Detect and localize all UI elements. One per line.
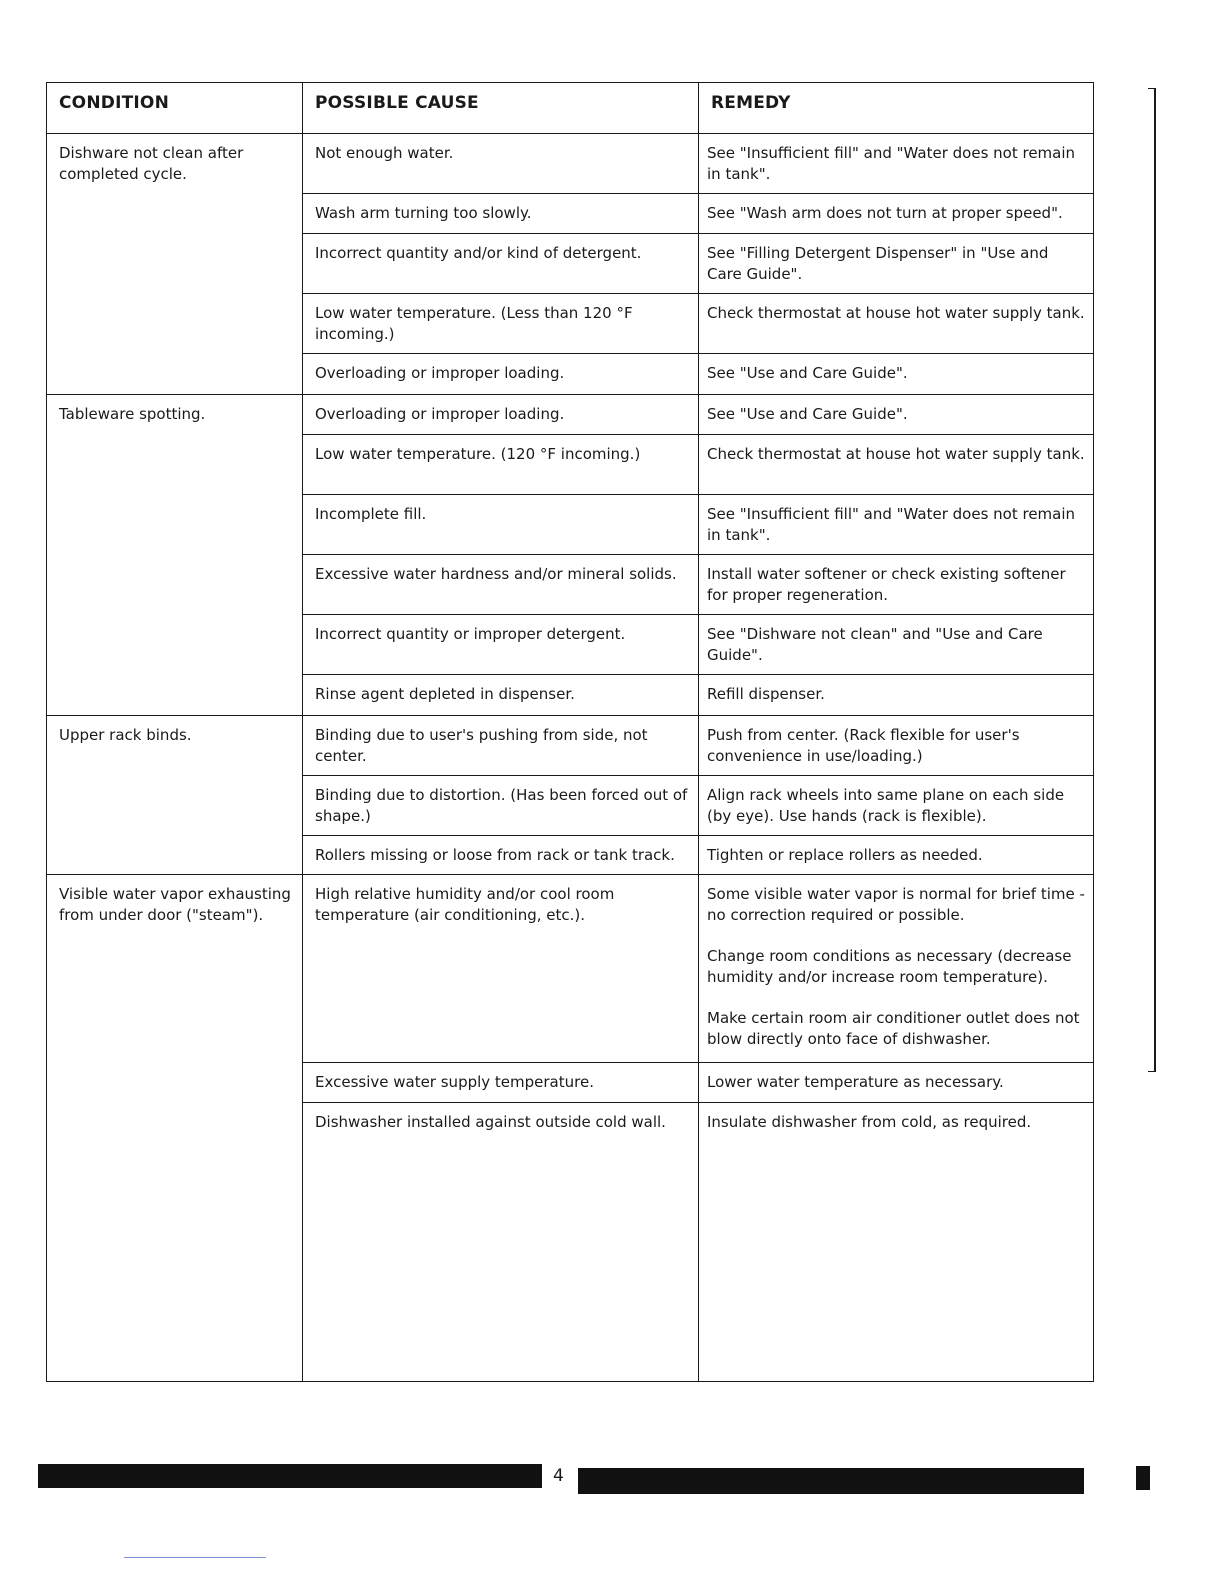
header-remedy: REMEDY bbox=[711, 93, 791, 113]
revision-bracket bbox=[1148, 88, 1156, 1072]
cause-cell: Incorrect quantity or improper detergent. bbox=[303, 615, 699, 674]
remedy-cell bbox=[699, 675, 1093, 715]
remedy-text: Push from center. (Rack flexible for user's convenience in use/loading.) bbox=[707, 726, 1020, 765]
empty-remedy-cell bbox=[699, 1143, 1093, 1381]
remedy-text: Insulate dishwasher from cold, as required. bbox=[707, 1113, 1032, 1131]
table-row bbox=[303, 294, 1093, 354]
cause-cell: Dishwasher installed against outside cold wall. bbox=[303, 1103, 699, 1143]
remedy-cell bbox=[699, 1063, 1093, 1102]
cause-cell: Not enough water. bbox=[303, 134, 699, 193]
footer-bar-left bbox=[38, 1464, 542, 1488]
remedy-cell bbox=[699, 134, 1093, 193]
table-row bbox=[303, 495, 1093, 555]
cause-cell: Rinse agent depleted in dispenser. bbox=[303, 675, 699, 715]
condition-group bbox=[47, 716, 1093, 875]
header-cause: POSSIBLE CAUSE bbox=[303, 83, 699, 133]
remedy-text: Make certain room air conditioner outlet does not blow directly onto face of dishwasher. bbox=[707, 1009, 1080, 1048]
header-condition: CONDITION bbox=[47, 83, 303, 133]
condition-cell: Tableware spotting. bbox=[47, 395, 303, 715]
condition-cell: Dishware not clean after completed cycle. bbox=[47, 134, 303, 394]
condition-group bbox=[47, 875, 1093, 1143]
cause-cell: Incomplete fill. bbox=[303, 495, 699, 554]
cause-cell: Wash arm turning too slowly. bbox=[303, 194, 699, 233]
cause-cell: High relative humidity and/or cool room temperature (air conditioning, etc.). bbox=[303, 875, 699, 1062]
remedy-cell bbox=[699, 615, 1093, 674]
troubleshooting-table bbox=[46, 82, 1094, 1382]
remedy-cell bbox=[699, 836, 1093, 874]
table-row bbox=[303, 675, 1093, 715]
table-row bbox=[303, 1063, 1093, 1103]
remedy-text: See "Use and Care Guide". bbox=[707, 405, 908, 423]
cause-cell: Excessive water hardness and/or mineral solids. bbox=[303, 555, 699, 614]
remedy-text: See "Dishware not clean" and "Use and Care Guide". bbox=[707, 625, 1043, 664]
remedy-cell bbox=[699, 495, 1093, 554]
remedy-cell bbox=[699, 395, 1093, 434]
empty-cause-cell bbox=[303, 1143, 699, 1381]
remedy-cell bbox=[699, 294, 1093, 353]
condition-cell: Upper rack binds. bbox=[47, 716, 303, 874]
remedy-cell bbox=[699, 1103, 1093, 1143]
footer-rule bbox=[124, 1557, 266, 1558]
table-header bbox=[47, 83, 1093, 134]
table-row bbox=[303, 354, 1093, 394]
remedy-cell bbox=[699, 194, 1093, 233]
table-row bbox=[303, 716, 1093, 776]
remedy-text: Check thermostat at house hot water supply tank. bbox=[707, 445, 1085, 463]
remedy-text: See "Insufficient fill" and "Water does not remain in tank". bbox=[707, 505, 1076, 544]
remedy-text: See "Wash arm does not turn at proper speed". bbox=[707, 204, 1063, 222]
cause-cell: Low water temperature. (Less than 120 °F incoming.) bbox=[303, 294, 699, 353]
table-row bbox=[303, 555, 1093, 615]
cause-cell: Binding due to user's pushing from side, not center. bbox=[303, 716, 699, 775]
footer-marker bbox=[1136, 1466, 1150, 1490]
remedy-cell bbox=[699, 875, 1093, 1062]
table-row bbox=[303, 836, 1093, 874]
remedy-cell bbox=[699, 354, 1093, 394]
remedy-cell bbox=[699, 776, 1093, 835]
cause-cell: Rollers missing or loose from rack or tank track. bbox=[303, 836, 699, 874]
remedy-cell bbox=[699, 555, 1093, 614]
remedy-text: Some visible water vapor is normal for brief time - no correction required or possible. bbox=[707, 885, 1085, 924]
remedy-cell bbox=[699, 234, 1093, 293]
cause-cell: Overloading or improper loading. bbox=[303, 395, 699, 434]
page-number: 4 bbox=[553, 1466, 564, 1486]
table-row bbox=[303, 1103, 1093, 1143]
remedy-text: See "Use and Care Guide". bbox=[707, 364, 908, 382]
table-row bbox=[303, 615, 1093, 675]
cause-cell: Binding due to distortion. (Has been forced out of shape.) bbox=[303, 776, 699, 835]
empty-condition-cell bbox=[47, 1143, 303, 1381]
remedy-cell bbox=[699, 716, 1093, 775]
table-row bbox=[303, 435, 1093, 495]
remedy-text: See "Filling Detergent Dispenser" in "Use and Care Guide". bbox=[707, 244, 1049, 283]
cause-cell: Incorrect quantity and/or kind of detergent. bbox=[303, 234, 699, 293]
remedy-cell bbox=[699, 435, 1093, 494]
empty-group bbox=[47, 1143, 1093, 1381]
condition-group bbox=[47, 395, 1093, 716]
remedy-text: Check thermostat at house hot water supply tank. bbox=[707, 304, 1085, 322]
table-row bbox=[303, 776, 1093, 836]
remedy-text: See "Insufficient fill" and "Water does not remain in tank". bbox=[707, 144, 1076, 183]
remedy-text: Refill dispenser. bbox=[707, 685, 825, 703]
table-row bbox=[303, 875, 1093, 1063]
cause-cell: Excessive water supply temperature. bbox=[303, 1063, 699, 1102]
footer-bar-right bbox=[578, 1468, 1084, 1494]
remedy-text: Tighten or replace rollers as needed. bbox=[707, 846, 983, 864]
remedy-text: Install water softener or check existing softener for proper regeneration. bbox=[707, 565, 1066, 604]
cause-cell: Low water temperature. (120 °F incoming.) bbox=[303, 435, 699, 494]
condition-cell: Visible water vapor exhausting from under door ("steam"). bbox=[47, 875, 303, 1143]
table-row bbox=[303, 234, 1093, 294]
table-body bbox=[47, 134, 1093, 1143]
remedy-text: Change room conditions as necessary (decrease humidity and/or increase room temperature). bbox=[707, 947, 1072, 986]
table-row bbox=[303, 134, 1093, 194]
table-row bbox=[303, 395, 1093, 435]
condition-group bbox=[47, 134, 1093, 395]
cause-cell: Overloading or improper loading. bbox=[303, 354, 699, 394]
remedy-text: Align rack wheels into same plane on each side (by eye). Use hands (rack is flexible). bbox=[707, 786, 1065, 825]
table-row bbox=[303, 194, 1093, 234]
empty-row bbox=[303, 1143, 1093, 1381]
remedy-text: Lower water temperature as necessary. bbox=[707, 1073, 1004, 1091]
